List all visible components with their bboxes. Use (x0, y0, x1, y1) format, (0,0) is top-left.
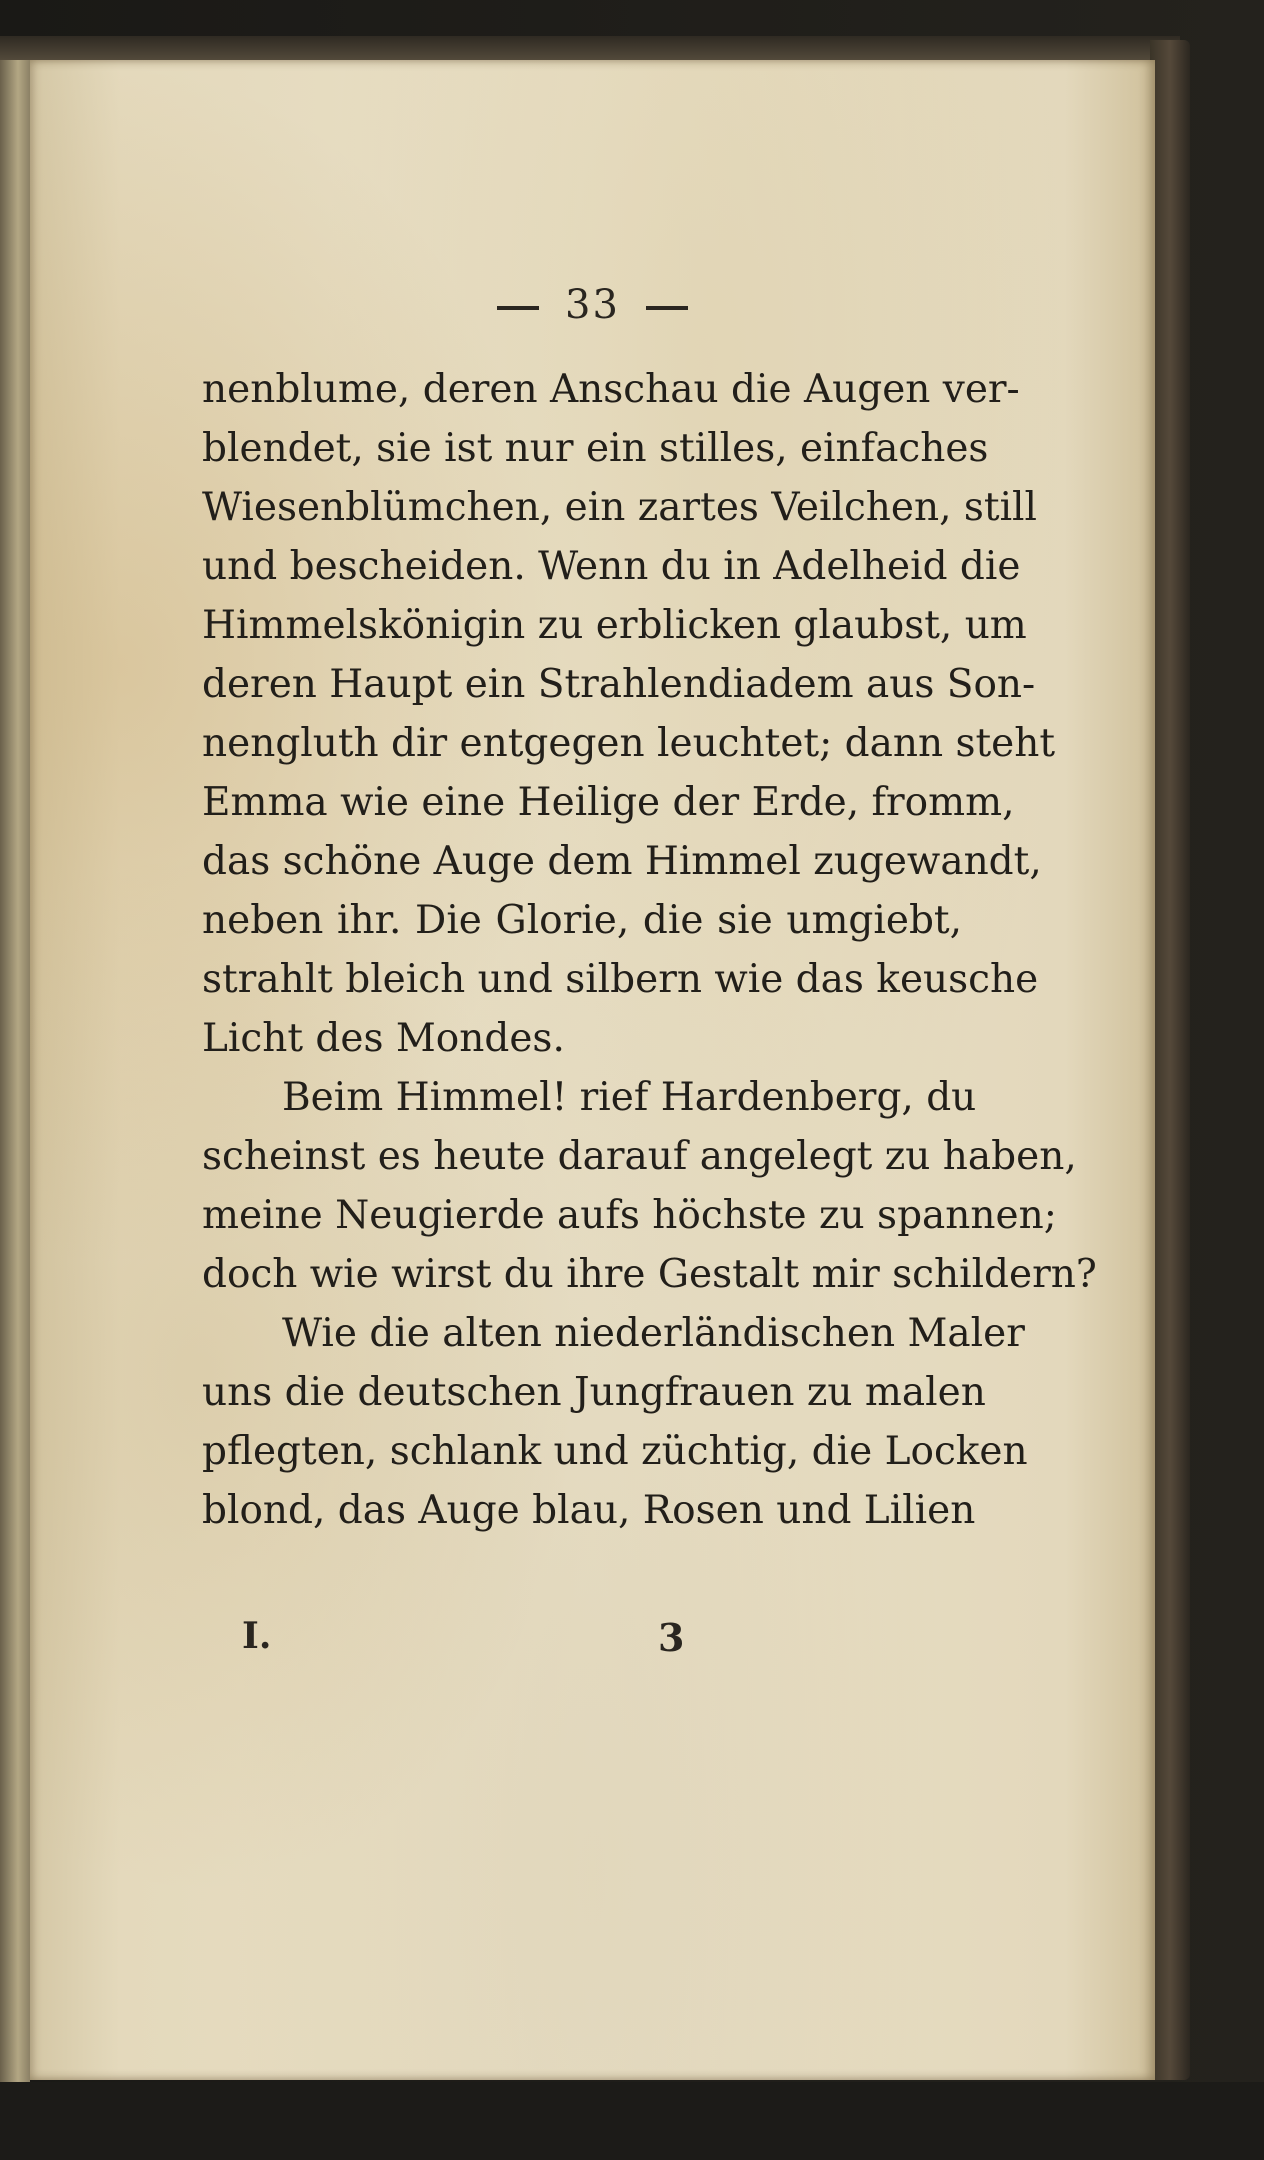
text-line: strahlt bleich und silbern wie das keusche (202, 957, 1039, 1002)
text-line: deren Haupt ein Strahlendiadem aus Son- (202, 662, 1036, 707)
text-line: Wiesenblümchen, ein zartes Veilchen, still (202, 485, 1037, 530)
text-line: blond, das Auge blau, Rosen und Lilien (202, 1488, 976, 1533)
text-line: Licht des Mondes. (202, 1016, 565, 1061)
text-line: Emma wie eine Heilige der Erde, fromm, (202, 780, 1015, 825)
text-line: meine Neugierde aufs höchste zu spannen; (202, 1193, 1057, 1238)
text-line: neben ihr. Die Glorie, die sie umgiebt, (202, 898, 962, 943)
page-header (30, 282, 1155, 328)
header-dash-right (646, 306, 688, 310)
text-line: blendet, sie ist nur ein stilles, einfaches (202, 426, 989, 471)
volume-signature: I. (242, 1615, 272, 1657)
text-line: doch wie wirst du ihre Gestalt mir schildern? (202, 1252, 1097, 1297)
sheet-number: 3 (658, 1615, 685, 1660)
book-page-left-edge (0, 60, 30, 2090)
text-line: uns die deutschen Jungfrauen zu malen (202, 1370, 986, 1415)
text-line: nengluth dir entgegen leuchtet; dann steht (202, 721, 1056, 766)
text-line: scheinst es heute darauf angelegt zu haben, (202, 1134, 1077, 1179)
scan-bottom-background (0, 2082, 1264, 2160)
text-line: Beim Himmel! rief Hardenberg, du (282, 1075, 977, 1120)
text-line: das schöne Auge dem Himmel zugewandt, (202, 839, 1042, 884)
text-line: pflegten, schlank und züchtig, die Locken (202, 1429, 1028, 1474)
page-number: 33 (565, 282, 620, 328)
text-line: nenblume, deren Anschau die Augen ver- (202, 367, 1020, 412)
book-page (30, 60, 1155, 2080)
text-line: Wie die alten niederländischen Maler (282, 1311, 1025, 1356)
body-text (202, 360, 1097, 1540)
book-cover-right-edge (1150, 40, 1190, 2080)
header-dash-left (497, 306, 539, 310)
text-line: und bescheiden. Wenn du in Adelheid die (202, 544, 1021, 589)
text-line: Himmelskönigin zu erblicken glaubst, um (202, 603, 1027, 648)
